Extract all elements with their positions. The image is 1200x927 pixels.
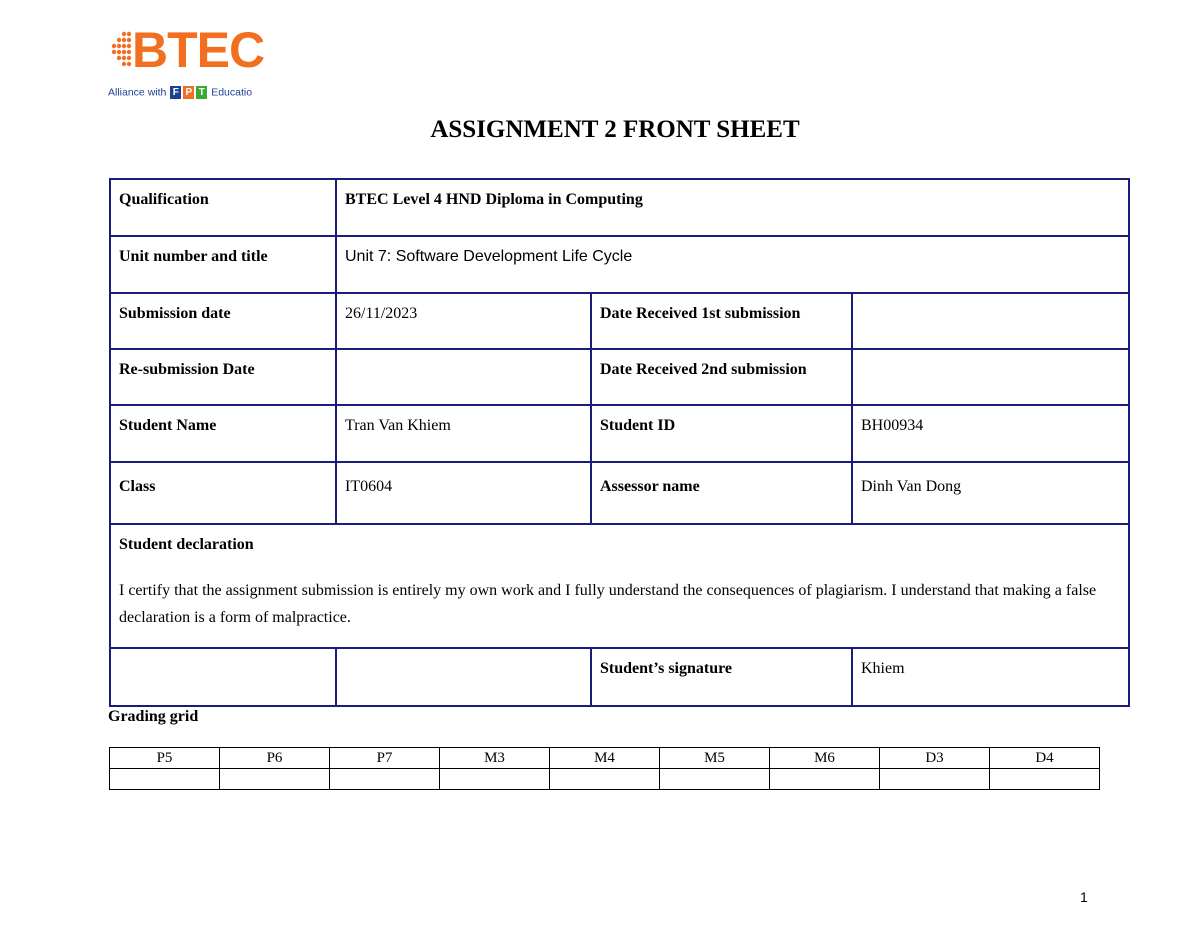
grade-value-d3 bbox=[880, 769, 990, 790]
resubmission-value bbox=[336, 349, 591, 405]
grade-header-d3: D3 bbox=[880, 748, 990, 769]
logo-tagline-prefix: Alliance with bbox=[108, 86, 167, 99]
submission-date-value: 26/11/2023 bbox=[336, 293, 591, 349]
grade-value-m3 bbox=[440, 769, 550, 790]
logo-brand-text: BTEC bbox=[132, 22, 265, 78]
date-received-1-label: Date Received 1st submission bbox=[591, 293, 852, 349]
declaration-cell bbox=[110, 524, 1129, 648]
date-received-2-value bbox=[852, 349, 1129, 405]
grade-header-m5: M5 bbox=[660, 748, 770, 769]
grading-header-row bbox=[110, 748, 1100, 769]
grade-value-p5 bbox=[110, 769, 220, 790]
resubmission-label: Re-submission Date bbox=[110, 349, 336, 405]
grade-header-d4: D4 bbox=[990, 748, 1100, 769]
table-row bbox=[110, 293, 1129, 349]
grade-value-m4 bbox=[550, 769, 660, 790]
grade-header-p6: P6 bbox=[220, 748, 330, 769]
table-row bbox=[110, 236, 1129, 293]
grade-header-p7: P7 bbox=[330, 748, 440, 769]
assessor-value: Dinh Van Dong bbox=[852, 462, 1129, 524]
unit-label: Unit number and title bbox=[110, 236, 336, 293]
class-label: Class bbox=[110, 462, 336, 524]
fpt-letter-t: T bbox=[196, 86, 207, 99]
assessor-label: Assessor name bbox=[591, 462, 852, 524]
grade-header-m6: M6 bbox=[770, 748, 880, 769]
grade-value-d4 bbox=[990, 769, 1100, 790]
grade-value-m6 bbox=[770, 769, 880, 790]
table-row bbox=[110, 179, 1129, 236]
signature-empty-cell-1 bbox=[110, 648, 336, 706]
table-row bbox=[110, 349, 1129, 405]
grading-value-row bbox=[110, 769, 1100, 790]
date-received-2-label: Date Received 2nd submission bbox=[591, 349, 852, 405]
date-received-1-value bbox=[852, 293, 1129, 349]
table-row bbox=[110, 524, 1129, 648]
signature-empty-cell-2 bbox=[336, 648, 591, 706]
class-value: IT0604 bbox=[336, 462, 591, 524]
grade-header-m4: M4 bbox=[550, 748, 660, 769]
student-name-label: Student Name bbox=[110, 405, 336, 462]
logo-dots-icon bbox=[108, 30, 132, 70]
grade-value-m5 bbox=[660, 769, 770, 790]
page-number: 1 bbox=[1080, 889, 1088, 905]
student-id-value: BH00934 bbox=[852, 405, 1129, 462]
grade-header-p5: P5 bbox=[110, 748, 220, 769]
fpt-letter-f: F bbox=[170, 86, 181, 99]
grade-value-p6 bbox=[220, 769, 330, 790]
qualification-value: BTEC Level 4 HND Diploma in Computing bbox=[336, 179, 1129, 236]
logo-tagline-suffix: Educatio bbox=[211, 86, 253, 99]
grade-value-p7 bbox=[330, 769, 440, 790]
student-name-value: Tran Van Khiem bbox=[336, 405, 591, 462]
signature-value: Khiem bbox=[852, 648, 1129, 706]
signature-label: Student’s signature bbox=[591, 648, 852, 706]
table-row bbox=[110, 462, 1129, 524]
unit-value: Unit 7: Software Development Life Cycle bbox=[336, 236, 1129, 293]
qualification-label: Qualification bbox=[110, 179, 336, 236]
declaration-label: Student declaration bbox=[119, 536, 254, 553]
fpt-letter-p: P bbox=[183, 86, 194, 99]
declaration-text: I certify that the assignment submission is entirely my own work and I fully understand the consequences of plagiarism. I understand that making a false declaration is a form of malpractice. bbox=[119, 582, 1097, 626]
grading-grid-title: Grading grid bbox=[108, 708, 199, 725]
page-title: ASSIGNMENT 2 FRONT SHEET bbox=[430, 116, 800, 143]
btec-logo bbox=[108, 22, 265, 104]
submission-date-label: Submission date bbox=[110, 293, 336, 349]
table-row bbox=[110, 648, 1129, 706]
logo-tagline bbox=[108, 86, 252, 99]
front-sheet-table bbox=[109, 178, 1130, 707]
student-id-label: Student ID bbox=[591, 405, 852, 462]
grade-header-m3: M3 bbox=[440, 748, 550, 769]
table-row bbox=[110, 405, 1129, 462]
grading-grid bbox=[109, 747, 1100, 790]
